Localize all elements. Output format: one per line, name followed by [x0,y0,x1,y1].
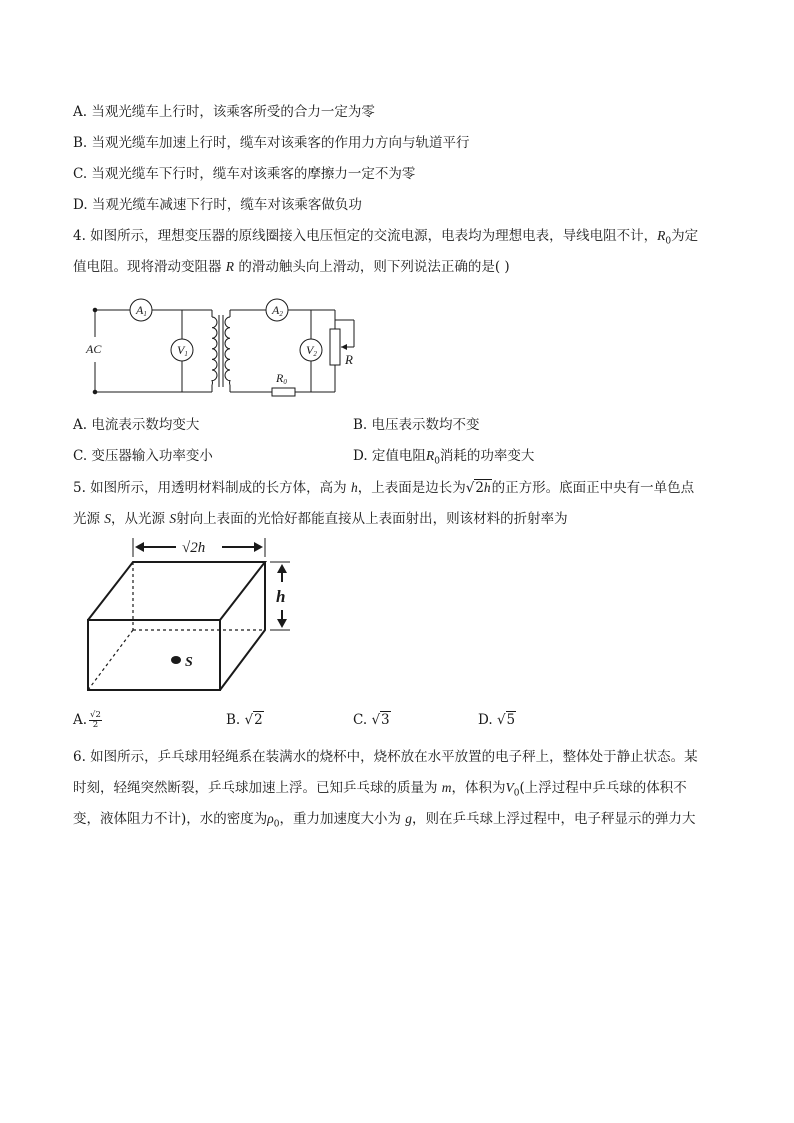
q5-option-d: D. √5 [478,712,516,728]
q4-option-b: B. 电压表示数均不变 [353,417,480,433]
svg-text:V2: V2 [306,343,317,358]
svg-text:V1: V1 [177,343,188,358]
q5-option-a: A. $\frac{√2}{2}$ [73,710,101,730]
q4-circuit-diagram [80,295,370,405]
svg-text:R: R [345,352,353,367]
q3-option-c: C. 当观光缆车下行时，缆车对该乘客的摩擦力一定不为零 [73,166,416,182]
q4-option-a: A. 电流表示数均变大 [73,417,200,433]
q6-stem-line1: 6. 如图所示，乒乓球用轻绳系在装满水的烧杯中，烧杯放在水平放置的电子秤上，整体处于静止状态。某 [73,749,698,765]
q3-option-a: A. 当观光缆车上行时，该乘客所受的合力一定为零 [73,104,375,120]
q5-option-b: B. √2 [226,712,263,728]
q3-option-d: D. 当观光缆车减速下行时，缆车对该乘客做负功 [73,197,362,213]
svg-text:A2: A2 [272,303,283,318]
svg-text:A1: A1 [136,303,147,318]
label-ac: AC [86,342,102,356]
q3-option-b: B. 当观光缆车加速上行时，缆车对该乘客的作用力方向与轨道平行 [73,135,470,151]
svg-text:S: S [185,655,193,670]
q6-stem-line3: 变，液体阻力不计)，水的密度为$\rho_0$，重力加速度大小为 g，则在乒乓球上浮过程中，电子秤显示的弹力大 [73,811,696,830]
q4-stem-line1: 4. 如图所示，理想变压器的原线圈接入电压恒定的交流电源，电表均为理想电表，导线电阻不计，$R_0$为定 [73,228,699,247]
q4-stem-line2: 值电阻。现将滑动变阻器 R 的滑动触头向上滑动，则下列说法正确的是( ) [73,259,510,275]
svg-text:R0: R0 [276,371,287,386]
svg-text:√2h: √2h [182,540,206,556]
q4-option-c: C. 变压器输入功率变小 [73,448,213,464]
svg-text:h: h [276,587,286,606]
q5-cuboid-diagram [80,535,310,695]
q4-option-d: D. 定值电阻$R_0$消耗的功率变大 [353,448,535,467]
q5-option-c: C. √3 [353,712,390,728]
q6-stem-line2: 时刻，轻绳突然断裂，乒乓球加速上浮。已知乒乓球的质量为 m，体积为$V_0$(上浮过程中乒乓球的体积不 [73,780,687,799]
q5-stem-line2: 光源 S，从光源 S射向上表面的光恰好都能直接从上表面射出，则该材料的折射率为 [73,511,568,527]
q5-stem-line1: 5. 如图所示，用透明材料制成的长方体，高为 h，上表面是边长为√2h的正方形。底面正中央有一单色点 [73,480,695,496]
